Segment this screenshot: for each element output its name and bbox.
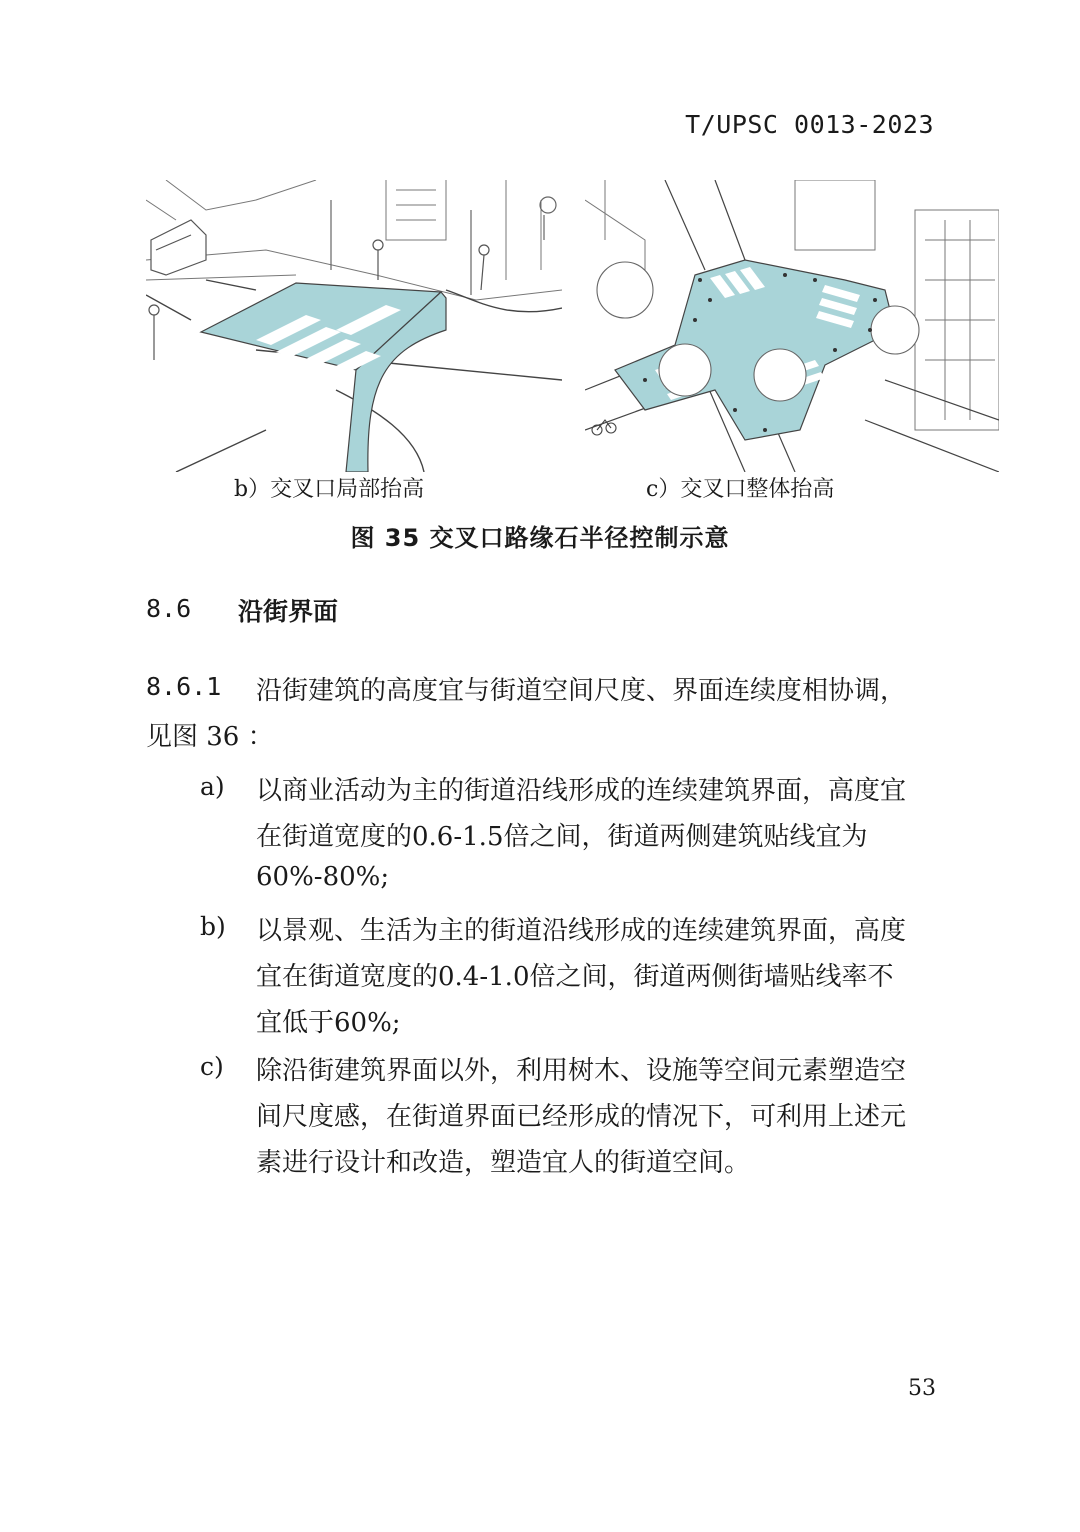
subcaption-partial-raised: b）交叉口局部抬高 — [234, 477, 425, 502]
figure-partial-raised-intersection — [146, 180, 562, 472]
list-item-line: 以商业活动为主的街道沿线形成的连续建筑界面，高度宜 — [256, 776, 907, 806]
list-item-line: 宜在街道宽度的0.4-1.0倍之间，街道两侧街墙贴线率不 — [256, 962, 894, 992]
document-code: T/UPSC 0013-2023 — [685, 110, 934, 139]
clause-number: 8.6.1 — [146, 672, 222, 701]
list-item-label: b) — [200, 912, 226, 941]
section-title: 沿街界面 — [238, 597, 339, 626]
figure-caption: 图 35 交叉口路缘石半径控制示意 — [350, 524, 730, 552]
list-item-line: 宜低于60%; — [256, 1008, 401, 1038]
full-raised-illustration — [585, 180, 999, 472]
list-item-line: 在街道宽度的0.6-1.5倍之间，街道两侧建筑贴线宜为 — [256, 822, 868, 852]
list-item-line: 60%-80%; — [256, 862, 390, 892]
list-item-line: 以景观、生活为主的街道沿线形成的连续建筑界面，高度 — [256, 916, 907, 946]
list-item-line: 除沿街建筑界面以外，利用树木、设施等空间元素塑造空 — [256, 1056, 907, 1086]
section-number: 8.6 — [146, 594, 192, 623]
list-item-label: a) — [200, 772, 225, 801]
page-number: 53 — [908, 1376, 936, 1401]
figure-full-raised-intersection — [585, 180, 999, 472]
clause-text-line: 沿街建筑的高度宜与街道空间尺度、界面连续度相协调， — [256, 676, 907, 706]
list-item-label: c) — [200, 1052, 224, 1081]
list-item-line: 素进行设计和改造，塑造宜人的街道空间。 — [256, 1148, 751, 1178]
list-item-line: 间尺度感，在街道界面已经形成的情况下，可利用上述元 — [256, 1102, 907, 1132]
subcaption-full-raised: c）交叉口整体抬高 — [646, 477, 835, 502]
clause-text-line: 见图 36 ： — [146, 722, 274, 752]
partial-raised-illustration — [146, 180, 562, 472]
